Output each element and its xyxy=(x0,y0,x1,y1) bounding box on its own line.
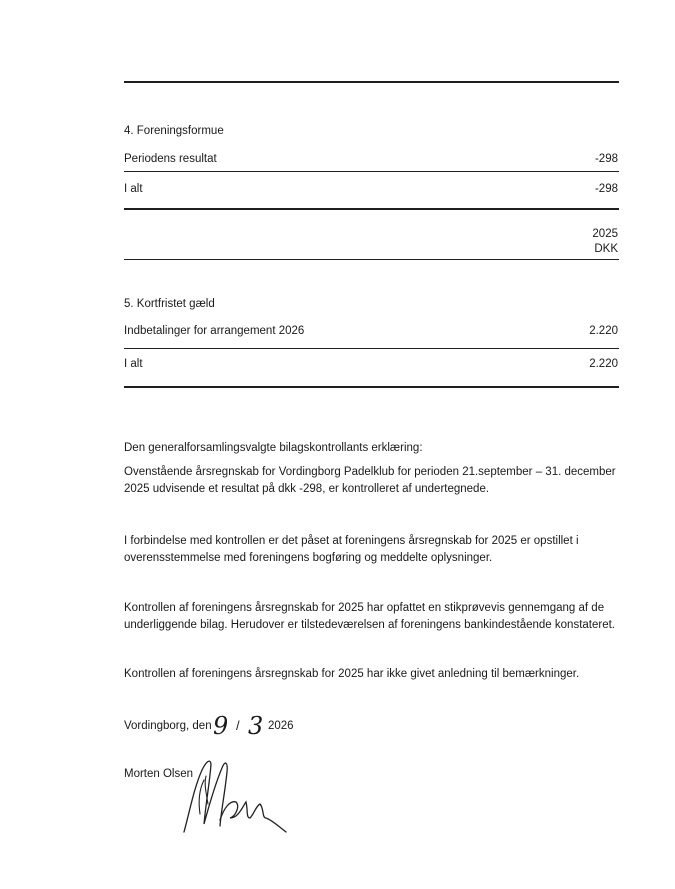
column-header-rule xyxy=(124,259,619,260)
date-year: 2026 xyxy=(268,720,294,732)
section5-heading: 5. Kortfristet gæld xyxy=(124,298,215,310)
handwritten-signature xyxy=(180,740,300,850)
section5-total-value: 2.220 xyxy=(589,358,618,370)
declaration-paragraph-3: Kontrollen af foreningens årsregnskab for 2025 har opfattet en stikprøvevis gennemgang af de underliggende bilag. Herudover er tilstedeværelsen af foreningens bankindestående konstateret. xyxy=(124,602,615,631)
section5-divider xyxy=(124,348,619,349)
handwritten-month: 3 xyxy=(248,712,264,740)
section4-heading: 4. Foreningsformue xyxy=(124,125,224,137)
section4-row-label: Periodens resultat xyxy=(124,153,217,165)
section4-total-label: I alt xyxy=(124,183,143,195)
top-rule xyxy=(124,81,619,83)
section5-row-value: 2.220 xyxy=(589,325,618,337)
section4-bottom-rule xyxy=(124,208,619,210)
declaration-paragraph-1: Ovenstående årsregnskab for Vordingborg Padelklub for perioden 21.september – 31. december 2025 udvisende et resultat på dkk -298, er kontrolleret af undertegnede. xyxy=(124,466,616,495)
section5-total-label: I alt xyxy=(124,358,143,370)
declaration-paragraph-4: Kontrollen af foreningens årsregnskab for 2025 har ikke givet anledning til bemærkninger. xyxy=(124,668,580,680)
declaration-title: Den generalforsamlingsvalgte bilagskontrollants erklæring: xyxy=(124,442,423,454)
section5-bottom-rule xyxy=(124,386,619,388)
date-separator: / xyxy=(236,718,240,733)
column-year: 2025 xyxy=(592,228,618,240)
section4-row-value: -298 xyxy=(594,153,618,165)
section4-divider xyxy=(124,171,619,172)
column-currency: DKK xyxy=(594,243,618,255)
section5-row-label: Indbetalinger for arrangement 2026 xyxy=(124,325,305,337)
declaration-paragraph-2: I forbindelse med kontrollen er det påset at foreningens årsregnskab for 2025 er opstillet i overensstemmelse med foreningens bogføring og meddelte oplysninger. xyxy=(124,535,579,564)
signer-name: Morten Olsen xyxy=(124,768,194,780)
section4-total-value: -298 xyxy=(594,183,618,195)
place-date-prefix: Vordingborg, den xyxy=(124,720,212,732)
handwritten-day: 9 xyxy=(213,712,229,740)
